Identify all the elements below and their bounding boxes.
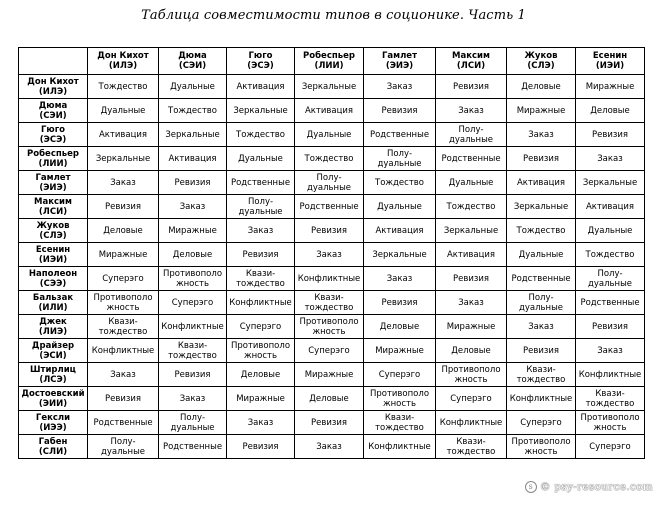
row-header	[19, 315, 88, 339]
column-header-line2: (СЭИ)	[178, 61, 207, 71]
table-cell: Миражные	[159, 219, 227, 243]
table-cell: Деловые	[88, 219, 159, 243]
table-cell: Зеркальные	[576, 171, 645, 195]
table-cell: Дуальные	[227, 147, 295, 171]
table-cell: Родственные	[507, 267, 576, 291]
table-cell: Конфликтные	[159, 315, 227, 339]
row-header	[19, 195, 88, 219]
table-cell: Полу-дуальные	[576, 267, 645, 291]
table-cell: Заказ	[159, 387, 227, 411]
table-cell: Миражные	[88, 243, 159, 267]
column-header-line2: (ИЭИ)	[595, 61, 625, 71]
row-header	[19, 75, 88, 99]
row-header-line2: (СЭИ)	[39, 110, 67, 121]
column-header-line1: Гамлет	[381, 51, 418, 61]
table-cell: Деловые	[295, 387, 364, 411]
row-header	[19, 99, 88, 123]
column-header	[507, 48, 576, 75]
table-cell: Дуальные	[295, 123, 364, 147]
table-cell: Суперэго	[364, 363, 436, 387]
table-cell: Суперэго	[576, 435, 645, 459]
table-cell: Квази-тождество	[507, 363, 576, 387]
table-cell: Квази-тождество	[295, 291, 364, 315]
table-cell: Конфликтные	[295, 267, 364, 291]
row-header-line2: (ЭСЭ)	[39, 134, 67, 145]
table-row	[19, 99, 645, 123]
table-cell: Деловые	[364, 315, 436, 339]
row-header-line1: Наполеон	[28, 268, 78, 279]
row-header	[19, 267, 88, 291]
table-cell: Активация	[159, 147, 227, 171]
table-cell: Ревизия	[88, 195, 159, 219]
table-row	[19, 435, 645, 459]
table-cell: Родственные	[436, 147, 507, 171]
table-row	[19, 75, 645, 99]
column-header	[576, 48, 645, 75]
table-cell: Квази-тождество	[227, 267, 295, 291]
table-cell: Суперэго	[295, 339, 364, 363]
table-cell: Тождество	[436, 195, 507, 219]
row-header-line2: (ИЛИ)	[38, 302, 68, 313]
table-row	[19, 195, 645, 219]
row-header-line1: Гамлет	[35, 172, 71, 183]
row-header-line2: (ИЭЭ)	[39, 422, 67, 433]
table-cell: Заказ	[364, 267, 436, 291]
table-cell: Зеркальные	[295, 75, 364, 99]
column-header	[436, 48, 507, 75]
table-cell: Заказ	[227, 219, 295, 243]
row-header-line2: (ЛСИ)	[38, 206, 68, 217]
page-title: Таблица совместимости типов в соционике. Часть 1	[141, 8, 526, 23]
table-cell: Заказ	[88, 171, 159, 195]
table-cell: Противополо жность	[576, 411, 645, 435]
column-header-line1: Робеспьер	[303, 51, 355, 61]
table-cell: Активация	[88, 123, 159, 147]
row-header	[19, 291, 88, 315]
table-cell: Родственные	[88, 411, 159, 435]
row-header-line1: Жуков	[36, 220, 70, 231]
table-cell: Деловые	[436, 339, 507, 363]
table-cell: Конфликтные	[364, 435, 436, 459]
row-header-line1: Достоевский	[21, 388, 85, 399]
table-cell: Ревизия	[436, 75, 507, 99]
table-row	[19, 363, 645, 387]
row-header-line2: (СЭЭ)	[39, 278, 67, 289]
table-cell: Зеркальные	[364, 243, 436, 267]
table-cell: Активация	[295, 99, 364, 123]
table-cell: Активация	[227, 75, 295, 99]
row-header-line1: Гексли	[35, 412, 71, 423]
row-header	[19, 339, 88, 363]
table-cell: Ревизия	[295, 219, 364, 243]
table-cell: Полу-дуальные	[227, 195, 295, 219]
column-header-line1: Гюго	[248, 51, 273, 61]
table-cell: Заказ	[295, 435, 364, 459]
table-row	[19, 411, 645, 435]
table-cell: Зеркальные	[227, 99, 295, 123]
row-header	[19, 411, 88, 435]
table-cell: Активация	[576, 195, 645, 219]
row-header-line1: Есенин	[35, 244, 71, 255]
row-header	[19, 363, 88, 387]
row-header-line2: (ИЭИ)	[38, 254, 68, 265]
table-cell: Конфликтные	[436, 411, 507, 435]
table-cell: Заказ	[507, 315, 576, 339]
table-cell: Квази-тождество	[436, 435, 507, 459]
row-header-line2: (ЛИИ)	[38, 158, 68, 169]
table-cell: Ревизия	[227, 435, 295, 459]
table-cell: Квази-тождество	[576, 387, 645, 411]
row-header	[19, 243, 88, 267]
table-cell: Квази-тождество	[88, 315, 159, 339]
table-cell: Активация	[364, 219, 436, 243]
table-row	[19, 243, 645, 267]
column-header-line2: (ЭСЭ)	[247, 61, 274, 71]
table-cell: Полу-дуальные	[507, 291, 576, 315]
table-cell: Противополо жность	[159, 267, 227, 291]
table-cell: Заказ	[364, 75, 436, 99]
table-cell: Суперэго	[436, 387, 507, 411]
table-row	[19, 267, 645, 291]
table-cell: Ревизия	[436, 267, 507, 291]
table-cell: Ревизия	[159, 171, 227, 195]
column-header-line1: Дюма	[178, 51, 207, 61]
row-header-line1: Максим	[34, 196, 72, 207]
table-cell: Дуальные	[364, 195, 436, 219]
table-cell: Заказ	[436, 291, 507, 315]
table-cell: Тождество	[507, 219, 576, 243]
table-cell: Миражные	[295, 363, 364, 387]
table-cell: Суперэго	[88, 267, 159, 291]
table-cell: Деловые	[227, 363, 295, 387]
watermark	[525, 481, 653, 493]
table-cell: Конфликтные	[576, 363, 645, 387]
table-cell: Противополо жность	[295, 315, 364, 339]
table-cell: Зеркальные	[436, 219, 507, 243]
table-cell: Ревизия	[507, 339, 576, 363]
table-cell: Противополо жность	[507, 435, 576, 459]
table-cell: Тождество	[227, 123, 295, 147]
table-cell: Родственные	[364, 123, 436, 147]
table-cell: Полу-дуальные	[88, 435, 159, 459]
table-cell: Противополо жность	[88, 291, 159, 315]
table-cell: Зеркальные	[159, 123, 227, 147]
table-row	[19, 123, 645, 147]
row-header	[19, 387, 88, 411]
column-header	[88, 48, 159, 75]
row-header	[19, 123, 88, 147]
column-header-line1: Максим	[452, 51, 490, 61]
table-row	[19, 315, 645, 339]
compatibility-table	[18, 47, 645, 459]
table-cell: Ревизия	[576, 123, 645, 147]
row-header-line2: (ЭСИ)	[39, 350, 67, 361]
table-cell: Ревизия	[295, 411, 364, 435]
table-cell: Противополо жность	[436, 363, 507, 387]
table-cell: Заказ	[88, 363, 159, 387]
table-row	[19, 171, 645, 195]
table-cell: Деловые	[159, 243, 227, 267]
table-cell: Ревизия	[364, 291, 436, 315]
table-cell: Деловые	[507, 75, 576, 99]
table-cell: Дуальные	[507, 243, 576, 267]
column-header	[364, 48, 436, 75]
column-header-line2: (ЛСИ)	[456, 61, 486, 71]
table-cell: Ревизия	[507, 147, 576, 171]
column-header-line1: Дон Кихот	[97, 51, 149, 61]
row-header-line2: (СЛИ)	[38, 446, 68, 457]
table-cell: Полу-дуальные	[364, 147, 436, 171]
row-header-line1: Драйзер	[31, 340, 75, 351]
column-header	[295, 48, 364, 75]
table-cell: Родственные	[159, 435, 227, 459]
row-header-line1: Дон Кихот	[27, 76, 79, 87]
row-header-line2: (ЭИИ)	[38, 398, 68, 409]
row-header-line1: Гюго	[41, 124, 65, 135]
table-cell: Суперэго	[227, 315, 295, 339]
column-header-line1: Есенин	[592, 51, 628, 61]
table-cell: Миражные	[436, 315, 507, 339]
table-cell: Зеркальные	[507, 195, 576, 219]
table-cell: Активация	[436, 243, 507, 267]
column-header-line2: (ИЛЭ)	[108, 61, 138, 71]
table-cell: Ревизия	[159, 363, 227, 387]
row-header-line1: Робеспьер	[27, 148, 79, 159]
table-cell: Заказ	[507, 123, 576, 147]
column-header-line2: (СЛЭ)	[527, 61, 555, 71]
watermark-text: © psy-resource.com	[539, 481, 653, 493]
table-cell: Квази-тождество	[159, 339, 227, 363]
table-cell: Противополо жность	[227, 339, 295, 363]
table-cell: Дуальные	[159, 75, 227, 99]
column-header-line2: (ЛИИ)	[314, 61, 344, 71]
table-cell: Конфликтные	[227, 291, 295, 315]
row-header-line2: (ИЛЭ)	[38, 86, 68, 97]
table-cell: Ревизия	[576, 315, 645, 339]
table-cell: Ревизия	[227, 243, 295, 267]
row-header-line1: Габен	[38, 436, 68, 447]
table-cell: Заказ	[159, 195, 227, 219]
table-cell: Квази-тождество	[364, 411, 436, 435]
copyright-icon: s	[525, 481, 537, 493]
table-cell: Родственные	[227, 171, 295, 195]
row-header	[19, 435, 88, 459]
table-cell: Родственные	[295, 195, 364, 219]
table-cell: Заказ	[436, 99, 507, 123]
table-cell: Тождество	[295, 147, 364, 171]
row-header-line1: Бальзак	[32, 292, 74, 303]
table-row	[19, 147, 645, 171]
row-header-line2: (СЛЭ)	[39, 230, 67, 241]
table-cell: Тождество	[364, 171, 436, 195]
table-cell: Ревизия	[364, 99, 436, 123]
table-cell: Миражные	[227, 387, 295, 411]
row-header	[19, 171, 88, 195]
table-cell: Заказ	[295, 243, 364, 267]
row-header-line2: (ЛСЭ)	[39, 374, 67, 385]
table-cell: Полу-дуальные	[295, 171, 364, 195]
row-header-line1: Штирлиц	[30, 364, 76, 375]
corner-cell	[19, 48, 88, 75]
column-header	[159, 48, 227, 75]
header-row	[19, 48, 645, 75]
table-cell: Полу-дуальные	[436, 123, 507, 147]
column-header-line1: Жуков	[524, 51, 558, 61]
table-cell: Суперэго	[507, 411, 576, 435]
row-header-line2: (ЭИЭ)	[39, 182, 67, 193]
table-cell: Зеркальные	[88, 147, 159, 171]
table-cell: Полу-дуальные	[159, 411, 227, 435]
row-header	[19, 219, 88, 243]
table-cell: Заказ	[576, 339, 645, 363]
table-cell: Суперэго	[159, 291, 227, 315]
table-row	[19, 387, 645, 411]
table-row	[19, 339, 645, 363]
table-cell: Дуальные	[88, 99, 159, 123]
column-header	[227, 48, 295, 75]
row-header-line1: Дюма	[38, 100, 68, 111]
table-cell: Конфликтные	[88, 339, 159, 363]
table-cell: Противополо жность	[364, 387, 436, 411]
table-cell: Дуальные	[436, 171, 507, 195]
table-cell: Заказ	[576, 147, 645, 171]
table-cell: Тождество	[576, 243, 645, 267]
table-cell: Деловые	[576, 99, 645, 123]
table-cell: Тождество	[88, 75, 159, 99]
row-header-line2: (ЛИЭ)	[38, 326, 68, 337]
table-row	[19, 219, 645, 243]
table-cell: Миражные	[364, 339, 436, 363]
table-cell: Миражные	[507, 99, 576, 123]
table-cell: Ревизия	[88, 387, 159, 411]
table-cell: Миражные	[576, 75, 645, 99]
row-header	[19, 147, 88, 171]
column-header-line2: (ЭИЭ)	[385, 61, 414, 71]
table-cell: Дуальные	[576, 219, 645, 243]
table-cell: Конфликтные	[507, 387, 576, 411]
table-cell: Заказ	[227, 411, 295, 435]
table-cell: Тождество	[159, 99, 227, 123]
row-header-line1: Джек	[39, 316, 67, 327]
table-cell: Активация	[507, 171, 576, 195]
table-row	[19, 291, 645, 315]
table-cell: Родственные	[576, 291, 645, 315]
